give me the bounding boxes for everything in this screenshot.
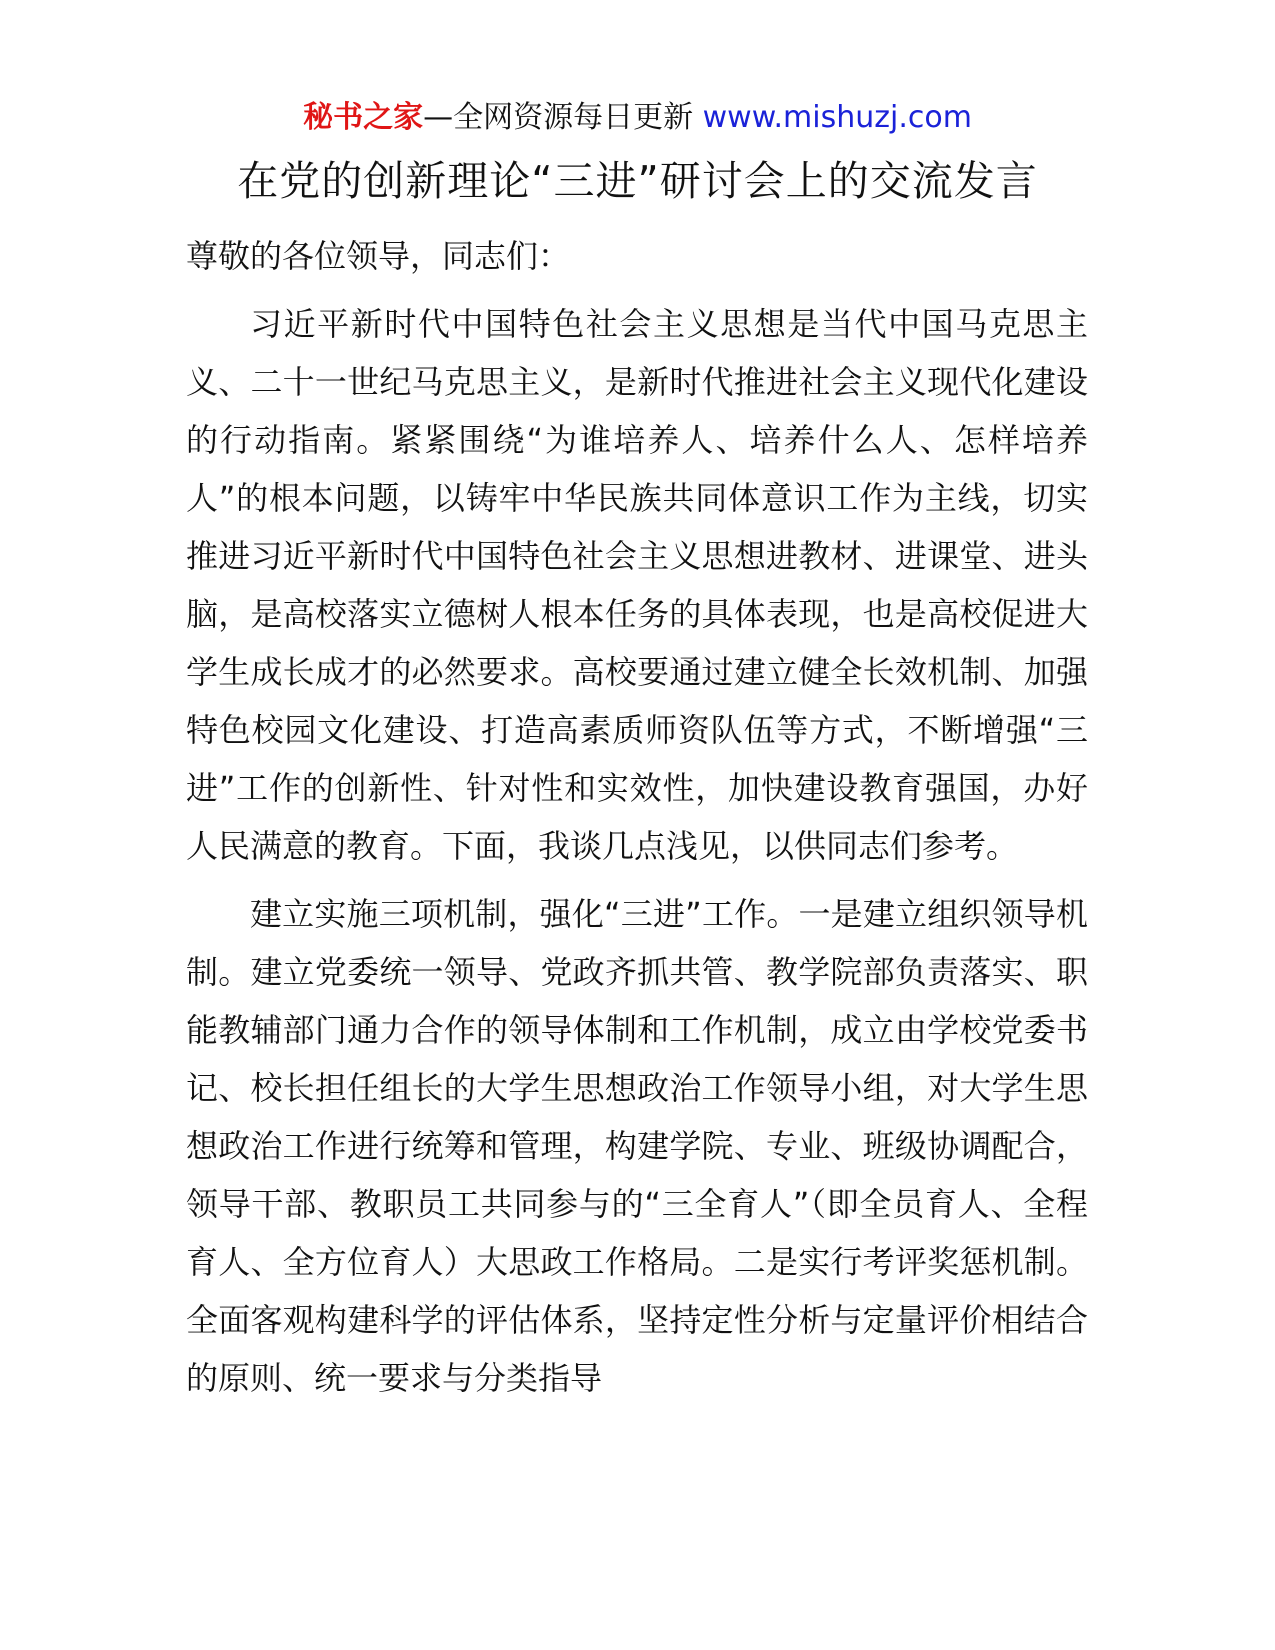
brand-name: 秘书之家: [303, 100, 424, 135]
header-tagline: —全网资源每日更新: [423, 100, 694, 135]
greeting: 尊敬的各位领导，同志们：: [186, 237, 571, 275]
paragraph: 习近平新时代中国特色社会主义思想是当代中国马克思主义、二十一世纪马克思主义，是新时代推进社会主义现代化建设的行动指南。紧紧围绕“为谁培养人、培养什么人、怎样培养人”的根本问题，以铸牢中华民族共同体意识工作为主线，切实推进习近平新时代中国特色社会主义思想进教材、进课堂、进头脑，是高校落实立德树人根本任务的具体表现，也是高校促进大学生成长成才的必然要求。高校要通过建立健全长效机制、加强特色校园文化建设、打造高素质师资队伍等方式，不断增强“三进”工作的创新性、针对性和实效性，加快建设教育强国，办好人民满意的教育。下面，我谈几点浅见，以供同志们参考。: [186, 305, 1088, 865]
document-body: [186, 227, 1088, 1407]
site-header: [0, 98, 1275, 138]
document-title: 在党的创新理论“三进”研讨会上的交流发言: [237, 157, 1038, 205]
paragraph: 建立实施三项机制，强化“三进”工作。一是建立组织领导机制。建立党委统一领导、党政齐抓共管、教学院部负责落实、职能教辅部门通力合作的领导体制和工作机制，成立由学校党委书记、校长担任组长的大学生思想政治工作领导小组，对大学生思想政治工作进行统筹和管理，构建学院、专业、班级协调配合，领导干部、教职员工共同参与的“三全育人”（即全员育人、全程育人、全方位育人）大思政工作格局。二是实行考评奖惩机制。全面客观构建科学的评估体系，坚持定性分析与定量评价相结合的原则、统一要求与分类指导: [186, 895, 1088, 1397]
site-url-link[interactable]: www.mishuzj.com: [702, 100, 972, 135]
